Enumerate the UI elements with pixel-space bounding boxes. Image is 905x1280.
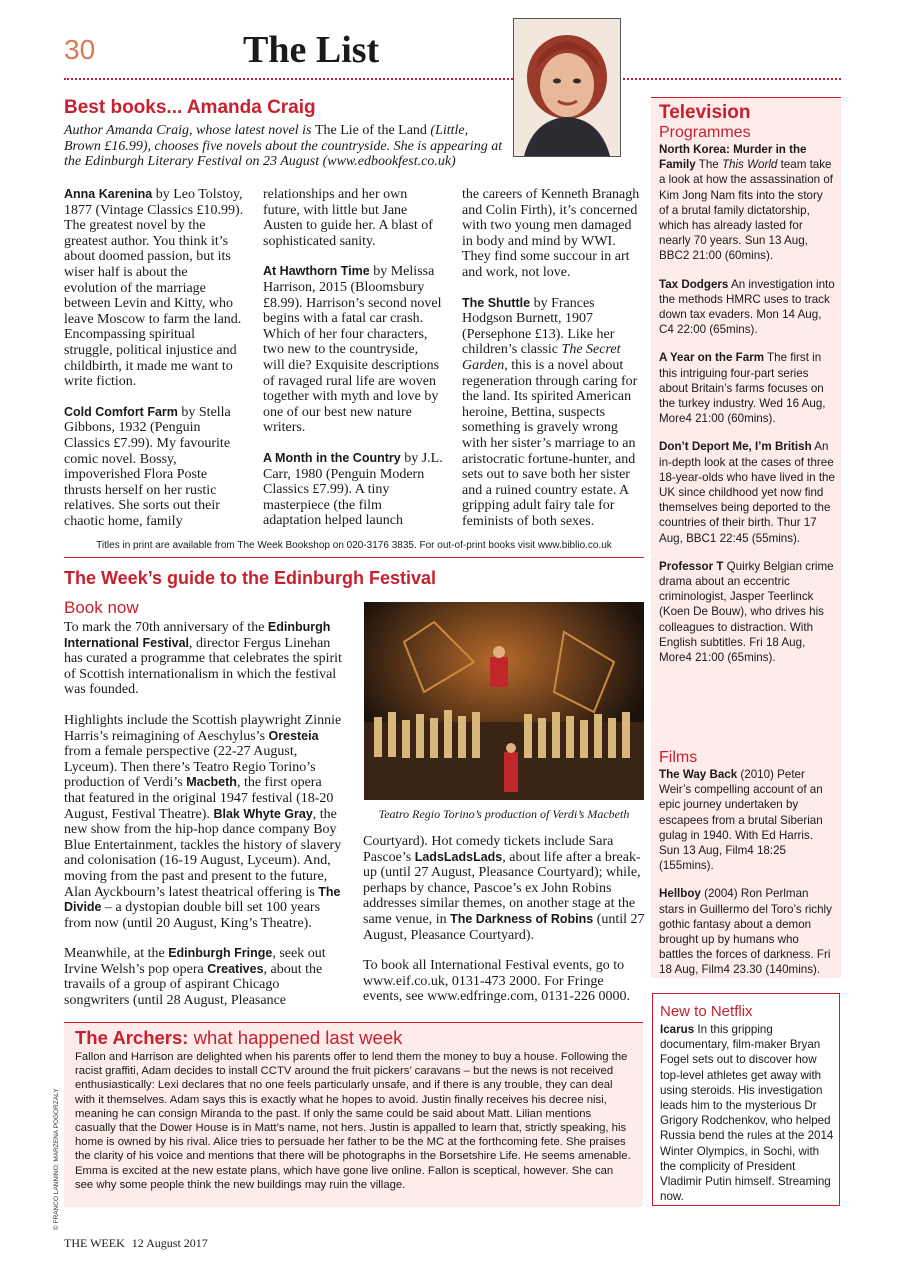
festival-text: , about life after a break-up (until 27 August, Pleasance Courtyard); while, perhaps by chance, Pascoe’s ex John Robins addresses similar themes, on another stage at the same venue, in (363, 849, 641, 927)
films-list (659, 767, 835, 991)
programme-item: Don’t Deport Me, I’m British An in-depth look at the cases of three 18-year-olds who have lived in the UK since childhood yet now find themselves being deported to the countries of their birth. Thur 17 Aug, BBC1 22:45 (55mins). (659, 440, 835, 545)
festival-highlight: LadsLadsLads (414, 849, 503, 864)
programmes-list (659, 142, 835, 678)
festival-highlight: Blak Whyte Gray (213, 806, 313, 821)
festival-heading: The Week’s guide to the Edinburgh Festival (64, 568, 437, 588)
book-title-a-month-in-the-country: A Month in the Country (263, 450, 401, 465)
archers-heading-bold: The Archers: (75, 1027, 189, 1048)
netflix-description: In this gripping documentary, film-maker Bryan Fogel sets out to discover how top-level athletes get away with using steroids. His investigation leads him to the mysterious Dr Grigory Rodchenkov, who helped Russia bend the rules at the 2014 Winter Olympics, in Sochi, with the complicity of President Vladimir Putin himself. Streaming now. (660, 1023, 834, 1204)
television-heading: Television (659, 102, 751, 123)
festival-highlight: Macbeth (186, 775, 237, 790)
netflix-heading: New to Netflix (660, 1003, 753, 1020)
programme-title: Don’t Deport Me, I’m British (659, 440, 812, 454)
festival-text: , seek out Irvine Welsh’s pop opera (64, 946, 326, 977)
archers-heading-rest: what happened last week (188, 1027, 403, 1048)
festival-booking-info: To book all International Festival events, go to www.eif.co.uk, 0131-473 2000. For Fringe events, see www.edfringe.com, 0131-226 0000. (363, 958, 630, 1005)
books-column-1 (64, 187, 244, 529)
author-portrait (513, 18, 621, 157)
festival-text: , about the travails of a group of aspirant Chicago songwriters (until 28 August, Pleasance (64, 961, 323, 1009)
festival-text: , the first opera that featured in the original 1947 festival (18-20 August, Festival Theatre). (64, 775, 334, 822)
book-text: the careers of Kenneth Branagh and Colin Firth), it’s concerned with two young men damaged in body and mind by WWI. They find some succour in art and work, not love. (462, 187, 640, 280)
book-text: relationships and her own future, with little but Jane Austen to guide her. A blast of sophisticated sanity. (263, 187, 433, 249)
festival-highlight: Edinburgh International Festival (64, 620, 331, 650)
festival-text: Courtyard). Hot comedy tickets include Sara Pascoe’s (363, 834, 614, 865)
books-column-2 (263, 187, 443, 529)
festival-text: To mark the 70th anniversary of the (64, 620, 268, 635)
festival-column-left (64, 620, 346, 1009)
footer-publication: THE WEEK (64, 1236, 125, 1250)
television-box (651, 97, 841, 978)
netflix-text (660, 1022, 834, 1204)
book-text: , this is a novel about regeneration through caring for the land. Its spirited American heroine, Bettina, suspects something is gravely wrong with her sister’s marriage to an aristocratic fortune-hunter, and sets out to save both her sister and a ruined country estate. A gripping adult fairy tale for feminists of both sexes. (462, 357, 638, 529)
festival-highlight: Edinburgh Fringe (168, 946, 273, 961)
books-intro-book: The Lie of the Land (314, 123, 427, 138)
film-item: Hellboy (2004) Ron Perlman stars in Guillermo del Toro’s richly gothic fantasy about a demon brought up by humans who battles the forces of darkness. Fri 18 Aug, Film4 23.30 (140mins). (659, 887, 832, 977)
footer (64, 1236, 208, 1251)
books-column-3 (462, 187, 644, 529)
netflix-title: Icarus (660, 1023, 695, 1036)
book-text: by Leo Tolstoy, 1877 (Vintage Classics £10.99). The greatest novel by the greatest author. You think it’s about doomed passion, but its wiser half is about the evolution of the marriage between Levin and Kitty, who leave Moscow to farm the land. Encompassing spiritual struggle, political injustice and childbirth, it made me want to write fiction. (64, 187, 244, 390)
books-divider (64, 557, 644, 558)
archers-heading (75, 1027, 402, 1049)
festival-text: , the new show from the hip-hop dance company Boy Blue Entertainment, tackles the history of slavery and colonisation (16-19 August, Lyceum). And, moving from the past and present to the future, Alan Ayckbourn’s latest theatrical offering is (64, 806, 342, 900)
book-text: by J.L. Carr, 1980 (Penguin Modern Classics £7.99). A tiny masterpiece (the film adaptation helped launch (263, 450, 443, 529)
film-item: The Way Back (2010) Peter Weir’s compelling account of an epic journey undertaken by escapees from a brutal Siberian gulag in 1940. With Ed Harris. Sun 13 Aug, Film4 18:25 (155mins). (659, 768, 823, 873)
film-title: Hellboy (659, 887, 701, 901)
programme-title: North Korea: Murder in the Family (659, 143, 807, 172)
footer-date: 12 August 2017 (131, 1236, 208, 1250)
festival-highlight: The Divide (64, 884, 341, 915)
programme-title: A Year on the Farm (659, 351, 765, 365)
programme-item: Tax Dodgers An investigation into the methods HMRC uses to track down tax evaders. Mon 14 Aug, C4 22:00 (65mins). (659, 277, 835, 337)
book-title-cold-comfort-farm: Cold Comfort Farm (64, 404, 178, 419)
festival-text: – a dystopian double bill set 100 years from now (until 20 August, King’s Theatre). (64, 900, 321, 931)
book-text: by Frances Hodgson Burnett, 1907 (Persephone £13). Like her children’s classic (462, 295, 615, 358)
header-divider (64, 78, 841, 80)
festival-highlight: Oresteia (268, 728, 319, 743)
festival-text: (until 27 August, Pleasance Courtyard). (363, 911, 645, 943)
book-text: by Melissa Harrison, 2015 (Bloomsbury £8.99). Harrison’s second novel begins with a fatal car crash. Which of her four characters, two new to the countryside, will die? Exquisite descriptions of ravaged rural life are woven together with myth and love by one of our best new nature writers. (263, 264, 442, 436)
festival-text: , director Fergus Linehan has curated a programme that celebrates the spirit of Scottish internationalism in which the festival was founded. (64, 635, 342, 698)
programmes-label: Programmes (659, 124, 751, 141)
books-intro-post: (Little, Brown £16.99), chooses five novels about the countryside. She is appearing at the Edinburgh Literary Festival on 23 August (www.edbookfest.co.uk) (64, 123, 503, 170)
books-heading: Best books... Amanda Craig (64, 97, 316, 118)
festival-text: Highlights include the Scottish playwright Zinnie Harris’s reimagining of Aeschylus’s (64, 712, 342, 744)
films-label: Films (659, 749, 698, 766)
page-number: 30 (64, 34, 96, 65)
page-title: The List (243, 29, 380, 71)
opera-photo (364, 602, 644, 800)
netflix-box (652, 993, 840, 1206)
film-title: The Way Back (659, 768, 738, 781)
festival-text: from a female perspective (22-27 August, Lyceum). Then there’s Teatro Regio Torino’s production of Verdi’s (64, 744, 316, 791)
books-intro (64, 123, 504, 170)
festival-column-right (363, 834, 645, 1005)
bookshop-note: Titles in print are available from The Week Bookshop on 020-3176 3835. For out-of-print books visit www.biblio.co.uk (96, 540, 612, 551)
photo-credit: © FRANCO LANNINO; MARZENA POGORZALY (53, 1088, 60, 1230)
programme-item: Professor T Quirky Belgian crime drama about an eccentric criminologist, Jasper Teerlinck (Koen De Bouw), who drives his colleagues to distraction. With English subtitles. Fri 18 Aug, More4 21:00 (65mins). (659, 559, 834, 665)
archers-box (64, 1022, 643, 1207)
festival-highlight: Creatives (207, 961, 264, 976)
photo-caption: Teatro Regio Torino’s production of Verdi’s Macbeth (378, 807, 630, 821)
festival-highlight: The Darkness of Robins (450, 911, 594, 926)
book-title-the-shuttle: The Shuttle (462, 295, 531, 310)
programme-title: Professor T (659, 559, 724, 573)
festival-text: Meanwhile, at the (64, 946, 169, 962)
festival-subheading: Book now (64, 598, 139, 617)
programme-item: North Korea: Murder in the Family The This World team take a look at how the assassination of Kim Jong Nam fits into the story of a brutal family dictatorship, which has already lasted for nearly 70 years. Sun 13 Aug, BBC2 21:00 (60mins). (659, 143, 834, 263)
book-title-anna-karenina: Anna Karenina (64, 187, 153, 201)
programme-title: Tax Dodgers (659, 277, 729, 291)
book-text-italic: The Secret Garden (462, 342, 621, 373)
books-intro-pre: Author Amanda Craig, whose latest novel is (64, 123, 315, 138)
archers-text: Fallon and Harrison are delighted when his parents offer to lend them the money to buy a house. Following the racist graffiti, Adam decides to install CCTV around the fruit pickers’ caravans – but the news is not received enthusiastically: Lexi declares that no one feels particularly unsafe, and if there is any trouble, they can deal with it themselves. Adam says this is exactly what he hopes to avoid. Justin finally receives his decree nisi, meaning he can consign Miranda to the past. If only the same could be said about Matt. Lilian mentions casually that the Dower House is in Matt’s name, not hers. Justin is appalled to learn that, strictly speaking, his home is owned by his rival. Alice tries to persuade her father to be the MC at the forthcoming fete. She praises the clarity of his voice and mentions that there will be photographs in the Borsetshire Life. He seems amenable. Emma is excited at the new estate plans, which have gone live online. Fallon is sceptical, however. She can see why some people think the new buildings may ruin the village. (75, 1051, 631, 1191)
book-title-at-hawthorn-time: At Hawthorn Time (263, 264, 370, 279)
book-text: by Stella Gibbons, 1932 (Penguin Classics £7.99). My favourite comic novel. Bossy, impoverished Flora Poste thrusts herself on her rustic relatives. She sorts out their chaotic home, family (64, 404, 231, 529)
programme-item: A Year on the Farm The first in this intriguing four-part series about Britain’s farms focuses on the turkey industry. Wed 16 Aug, More4 21:00 (60mins). (659, 351, 826, 426)
